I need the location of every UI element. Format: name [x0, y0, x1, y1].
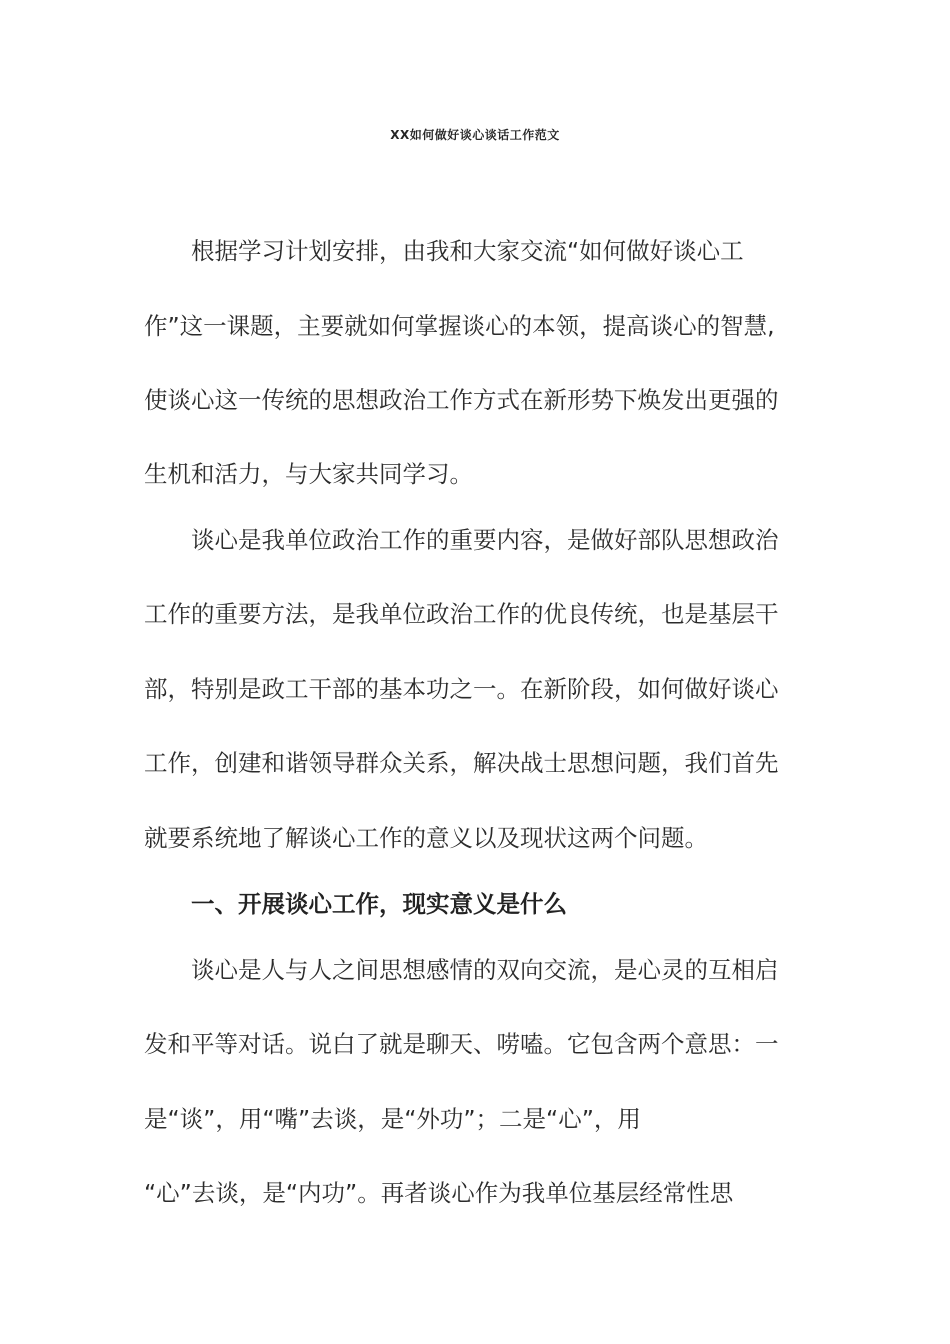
paragraph-2-line-3: 部，特别是政工干部的基本功之一。在新阶段，如何做好谈心	[144, 675, 779, 703]
paragraph-2-line-4: 工作，创建和谐领导群众关系，解决战士思想问题，我们首先	[144, 749, 779, 777]
paragraph-2-line-2: 工作的重要方法，是我单位政治工作的优良传统，也是基层干	[144, 600, 779, 628]
document-title: XX如何做好谈心谈话工作范文	[390, 128, 560, 142]
paragraph-3-line-1: 谈心是人与人之间思想感情的双向交流，是心灵的互相启	[191, 956, 779, 984]
paragraph-3-line-3: 是“谈”，用“嘴”去谈，是“外功”；二是“心”，用	[144, 1105, 641, 1133]
section-heading-1: 一、开展谈心工作，现实意义是什么	[191, 890, 567, 918]
paragraph-1-line-2: 作”这一课题，主要就如何掌握谈心的本领，提高谈心的智慧,	[144, 312, 775, 340]
paragraph-3-line-2: 发和平等对话。说白了就是聊天、唠嗑。它包含两个意思：一	[144, 1030, 779, 1058]
paragraph-1-line-3: 使谈心这一传统的思想政治工作方式在新形势下焕发出更强的	[144, 386, 779, 414]
paragraph-3-line-4: “心”去谈，是“内功”。再者谈心作为我单位基层经常性思	[144, 1179, 734, 1207]
paragraph-1-line-1: 根据学习计划安排，由我和大家交流“如何做好谈心工	[191, 237, 744, 265]
paragraph-2-line-5: 就要系统地了解谈心工作的意义以及现状这两个问题。	[144, 824, 708, 852]
paragraph-2-line-1: 谈心是我单位政治工作的重要内容，是做好部队思想政治	[191, 526, 779, 554]
paragraph-1-line-4: 生机和活力，与大家共同学习。	[144, 460, 473, 488]
